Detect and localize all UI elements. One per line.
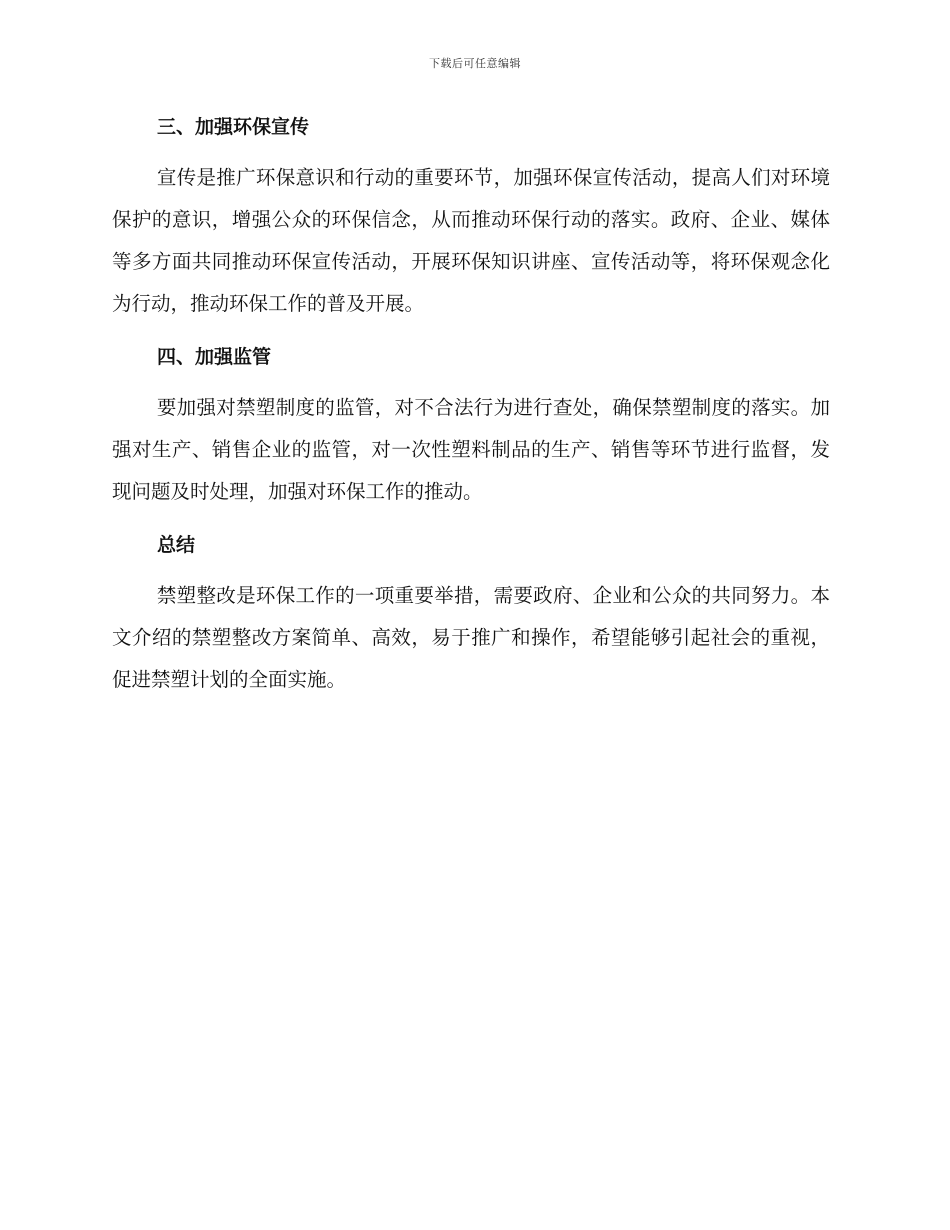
section-paragraph-publicity: 宣传是推广环保意识和行动的重要环节，加强环保宣传活动，提高人们对环境保护的意识，增强公众的环保信念，从而推动环保行动的落实。政府、企业、媒体等多方面共同推动环保宣传活动，开展环保知识讲座、宣传活动等，将环保观念化为行动，推动环保工作的普及开展。 — [112, 166, 830, 315]
spacer — [112, 325, 830, 338]
spacer — [112, 513, 830, 526]
spacer — [112, 376, 830, 387]
section-heading-publicity: 三、加强环保宣传 — [157, 116, 310, 138]
section-heading-supervision: 四、加强监管 — [157, 346, 272, 368]
header-note: 下载后可任意编辑 — [429, 57, 521, 70]
spacer — [112, 564, 830, 575]
spacer — [112, 146, 830, 157]
section-paragraph-summary: 禁塑整改是环保工作的一项重要举措，需要政府、企业和公众的共同努力。本文介绍的禁塑整改方案简单、高效，易于推广和操作，希望能够引起社会的重视，促进禁塑计划的全面实施。 — [112, 584, 830, 691]
section-heading-summary: 总结 — [157, 534, 196, 556]
section-paragraph-supervision: 要加强对禁塑制度的监管，对不合法行为进行查处，确保禁塑制度的落实。加强对生产、销售企业的监管，对一次性塑料制品的生产、销售等环节进行监督，发现问题及时处理，加强对环保工作的推动。 — [112, 396, 830, 503]
document-body — [112, 108, 830, 701]
